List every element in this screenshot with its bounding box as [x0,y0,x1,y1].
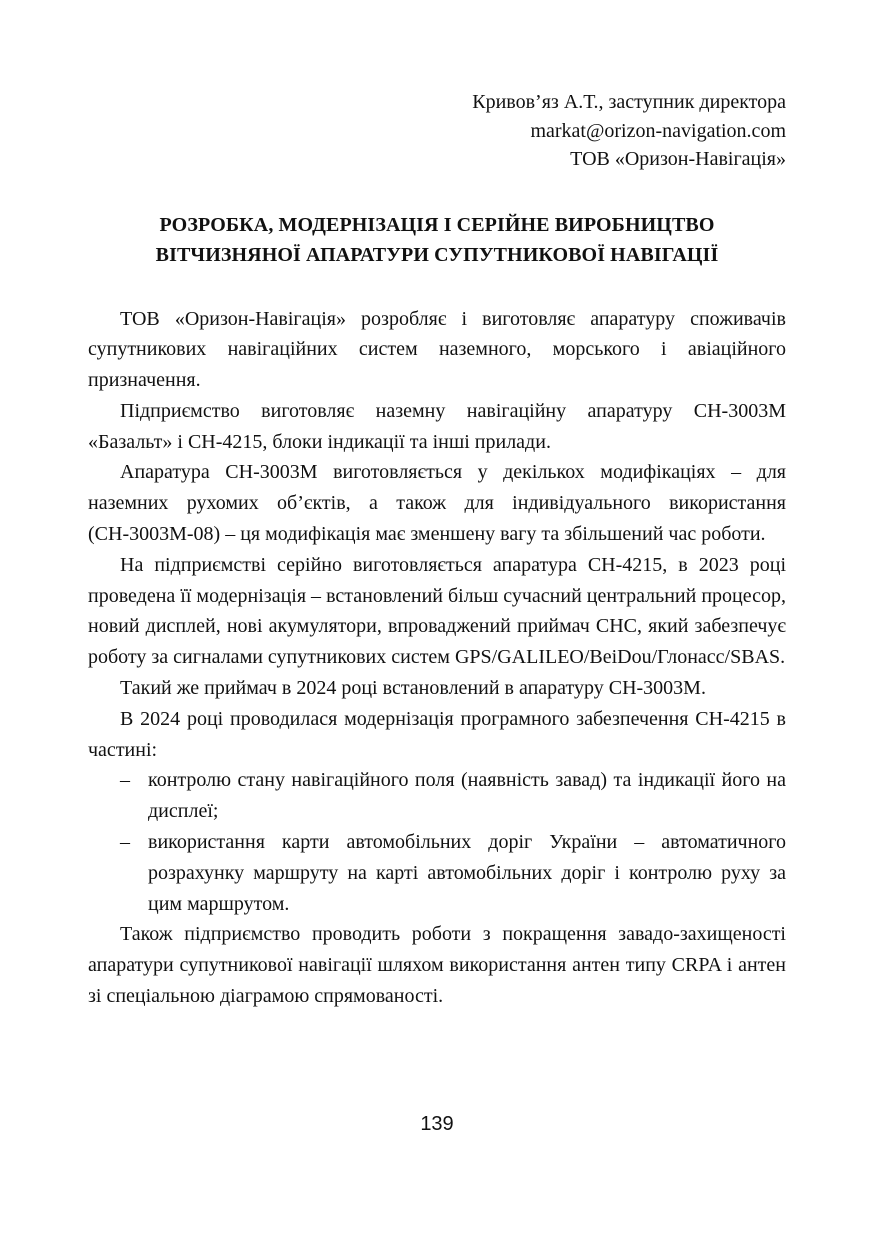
document-page [88,88,786,1148]
author-name: Кривов’яз А.Т., заступник директора [472,91,786,113]
article-title [88,210,786,270]
author-block [88,88,786,174]
list-item [88,765,786,827]
list-dash-marker: – [120,831,130,854]
list-dash-marker: – [120,769,130,792]
paragraph-software-2024: В 2024 році проводилася модернізація програмного забезпечення СН-4215 в частині: [88,707,786,761]
paragraph-modifications: Апаратура СН-3003М виготовляється у декількох модифікаціях – для наземних рухомих об’єктів, а також для індивідуального використання (СН-3003М-08) – ця модифікація має зменшену вагу та збільшений час роботи. [88,461,786,546]
paragraph-modernization-2023: На підприємстві серійно виготовляється апаратура СН-4215, в 2023 році проведена її модернізація – встановлений більш сучасний центральний процесор, новий дисплей, нові акумулятори, впроваджений приймач СНС, який забезпечує роботу за сигналами супутникових систем GPS/GALILEO/BeiDou/Глонасс/SBAS. [88,553,786,669]
title-line-2: ВІТЧИЗНЯНОЇ АПАРАТУРИ СУПУТНИКОВОЇ НАВІГАЦІЇ [155,243,719,266]
title-line-1: РОЗРОБКА, МОДЕРНІЗАЦІЯ І СЕРІЙНЕ ВИРОБНИЦТВО [159,213,715,236]
article-body [88,304,786,1012]
author-email: markat@orizon-navigation.com [530,119,786,142]
page-number: 139 [420,1113,454,1135]
modernization-list [88,765,786,919]
list-item [88,827,786,919]
list-item-text: використання карти автомобільних доріг України – автоматичного розрахунку маршруту на карті автомобільних доріг і контролю руху за цим маршрутом. [148,831,786,915]
author-organization: ТОВ «Оризон-Навігація» [570,148,786,170]
list-item-text: контролю стану навігаційного поля (наявність завад) та індикації його на дисплеї; [148,769,786,823]
paragraph-closing: Також підприємство проводить роботи з покращення завадо-захищеності апаратури супутникової навігації шляхом використання антен типу CRPA і антен зі спеціальною діаграмою спрямованості. [88,923,786,1008]
paragraph-intro: ТОВ «Оризон-Навігація» розробляє і виготовляє апаратуру споживачів супутникових навігаційних систем наземного, морського і авіаційного призначення. [88,307,786,392]
paragraph-products: Підприємство виготовляє наземну навігаційну апаратуру СН-3003М «Базальт» і СН-4215, блоки індикації та інші прилади. [88,399,786,453]
paragraph-receiver-2024: Такий же приймач в 2024 році встановлений в апаратуру СН-3003М. [120,677,706,700]
